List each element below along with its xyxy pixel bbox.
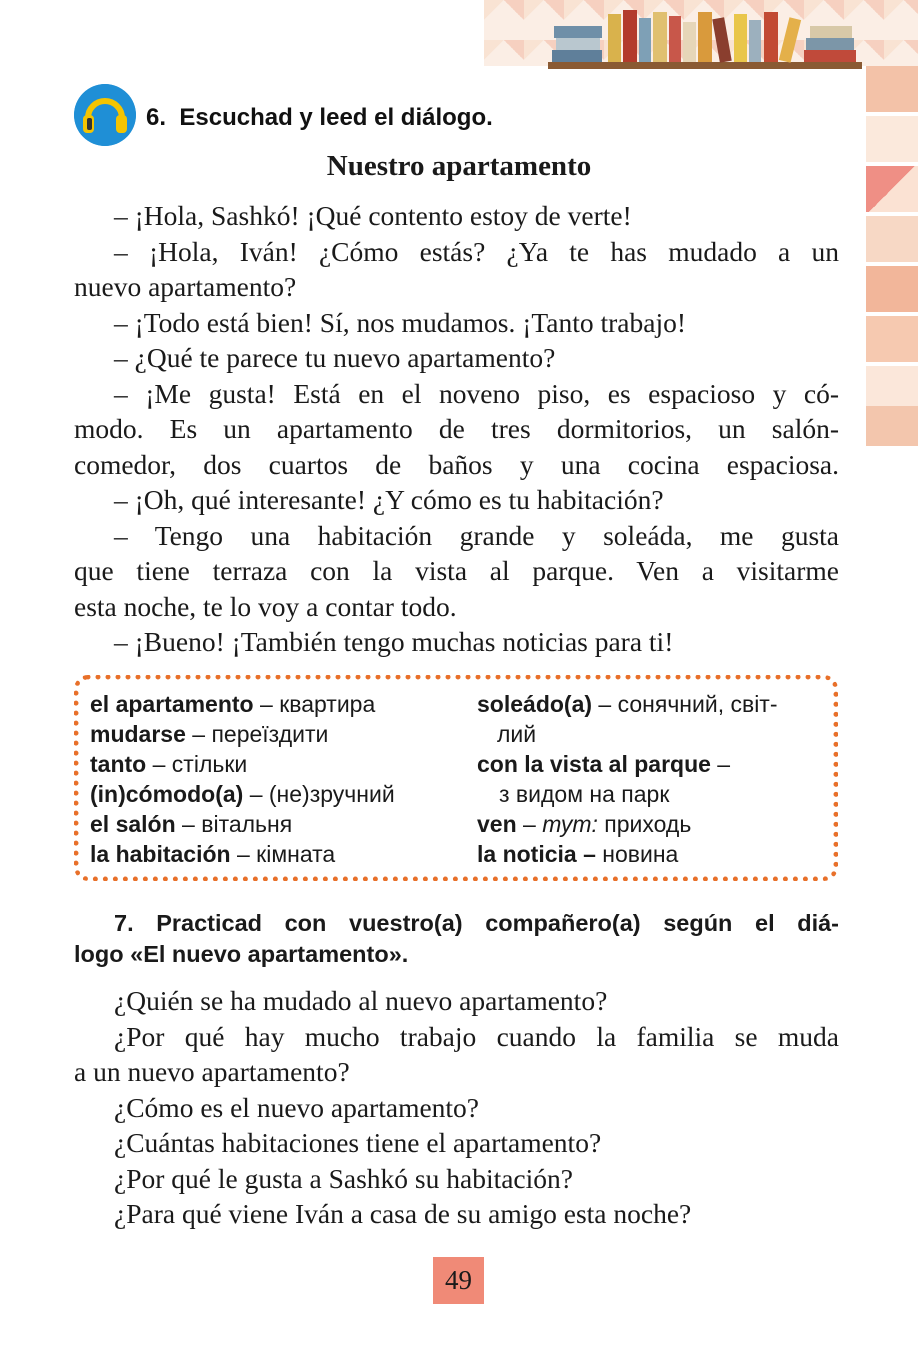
exercise-instruction: Escuchad y leed el diálogo. (179, 104, 493, 131)
exercise-7-line: 7. Practicad con vuestro(a) compañero(a) según el diá- (114, 910, 839, 936)
vocab-entry: el salón – вітальня (90, 811, 293, 837)
headphones-icon (74, 84, 136, 146)
vocab-entry: (in)cómodo(a) – (не)зручний (90, 781, 395, 807)
dialog-line: modo. Es un apartamento de tres dormitorios, un salón- (74, 413, 839, 444)
dialog-line: – ¿Qué te parece tu nuevo apartamento? (114, 342, 556, 373)
vocab-entry: soleádo(a) – сонячний, світ- (477, 691, 778, 717)
vocab-entry: mudarse – переїздити (90, 721, 329, 747)
question-line: ¿Quién se ha mudado al nuevo apartamento? (114, 985, 608, 1016)
exercise-6-heading (146, 104, 493, 132)
dialog-title: Nuestro apartamento (326, 150, 592, 182)
question-line: ¿Cuántas habitaciones tiene el apartamento? (114, 1127, 602, 1158)
question-line: ¿Por qué hay mucho trabajo cuando la familia se muda (114, 1020, 839, 1052)
exercise-number: 6. (146, 104, 167, 131)
vocab-entry: el apartamento – квартира (90, 691, 376, 717)
question-line: ¿Cómo es el nuevo apartamento? (114, 1091, 480, 1123)
exercise-7-line: logo «El nuevo apartamento». (74, 941, 409, 967)
dialog-line: nuevo apartamento? (74, 271, 297, 302)
vocabulary-left-column (90, 689, 395, 869)
dialog-line: – ¡Todo está bien! Sí, nos mudamos. ¡Tanto trabajo! (114, 306, 687, 338)
page-number: 49 (433, 1257, 484, 1304)
vocab-entry: la noticia – новина (477, 841, 679, 867)
dialog-line: – Tengo una habitación grande y soleáda, me gusta (114, 519, 839, 551)
vocab-entry: ven – тут: приходь (477, 811, 692, 837)
vocab-entry: tanto – стільки (90, 751, 248, 777)
question-line: ¿Por qué le gusta a Sashkó su habitación? (114, 1162, 573, 1194)
dialog-text (74, 198, 839, 660)
dialog-line: – ¡Bueno! ¡También tengo muchas noticias para ti! (114, 626, 674, 657)
vocabulary-right-column (477, 689, 778, 869)
question-line: a un nuevo apartamento? (74, 1056, 350, 1087)
vocab-entry: la habitación – кімната (90, 841, 336, 867)
questions-list (74, 983, 839, 1232)
question-line: ¿Para qué viene Iván a casa de su amigo esta noche? (114, 1198, 692, 1229)
dialog-line: – ¡Me gusta! Está en el noveno piso, es espacioso y có- (114, 377, 839, 409)
dialog-line: – ¡Oh, qué interesante! ¿Y cómo es tu habitación? (114, 484, 664, 515)
dialog-line: esta noche, te lo voy a contar todo. (74, 590, 457, 622)
vocab-continuation: лий (497, 721, 537, 747)
vocab-continuation: з видом на парк (499, 781, 670, 807)
bookshelf-icon (548, 8, 862, 70)
dialog-line: – ¡Hola, Iván! ¿Cómo estás? ¿Ya te has mudado a un (114, 235, 839, 267)
vocab-entry: con la vista al parque – (477, 751, 731, 777)
exercise-7-heading (74, 908, 839, 970)
dialog-line: – ¡Hola, Sashkó! ¡Qué contento estoy de verte! (114, 200, 632, 231)
edge-decoration (866, 66, 918, 446)
dialog-line: que tiene terraza con la vista al parque. Ven a visitarme (74, 555, 839, 586)
dialog-line: comedor, dos cuartos de baños y una cocina espaciosa. (74, 448, 839, 480)
